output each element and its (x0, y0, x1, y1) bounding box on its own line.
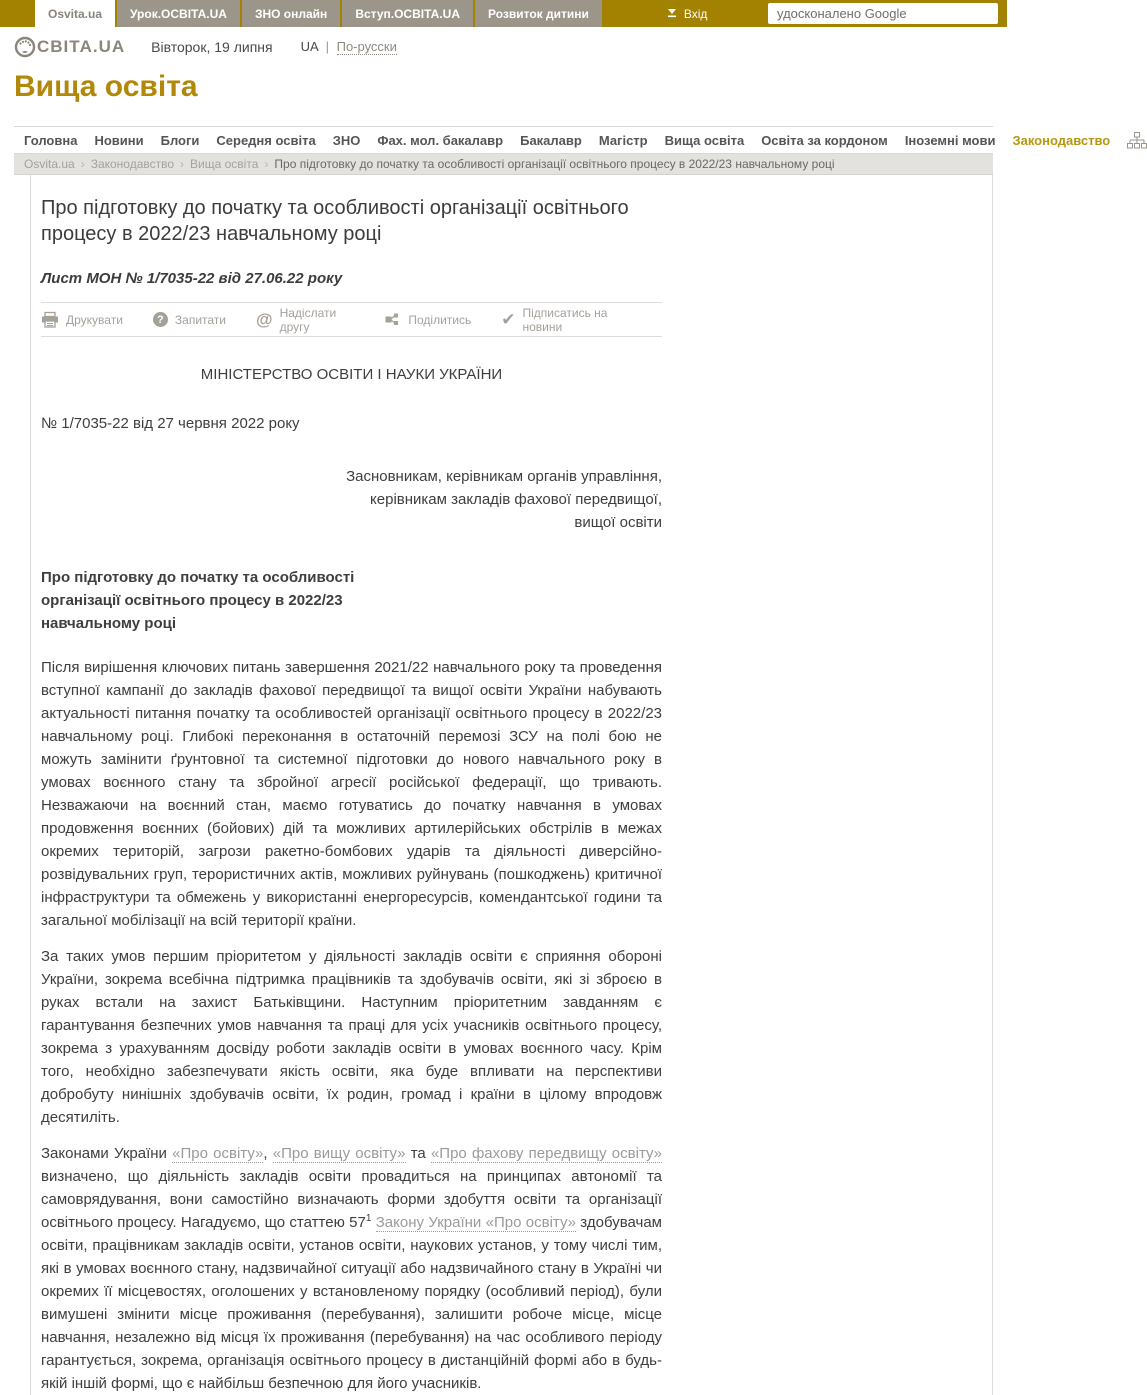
law-pro-osvitu-link[interactable]: «Про освіту» (172, 1145, 264, 1162)
article-subtitle: Лист МОН № 1/7035-22 від 27.06.22 року (41, 270, 343, 287)
lang-current: UA (300, 39, 318, 54)
nav-item-novyny[interactable]: Новини (94, 132, 144, 148)
breadcrumb-vyshcha-osvita[interactable]: Вища освіта (190, 157, 259, 171)
tab-vstup-osvita[interactable]: Вступ.ОСВІТА.UA (342, 0, 473, 27)
nav-item-mahistr[interactable]: Магістр (598, 132, 648, 148)
breadcrumb (14, 154, 993, 175)
share-button[interactable] (385, 313, 471, 327)
main-navigation (14, 126, 1111, 154)
nav-item-zno[interactable]: ЗНО (332, 132, 361, 148)
content-area (30, 175, 993, 1395)
print-button[interactable] (41, 312, 123, 328)
paragraph-3-text: , (263, 1145, 273, 1162)
tab-osvita-ua[interactable]: Osvita.ua (35, 0, 115, 27)
footnote-ref: 1 (365, 1213, 372, 1224)
site-header (0, 27, 1007, 66)
language-switcher (301, 39, 397, 54)
nav-item-serednia-osvita[interactable]: Середня освіта (216, 132, 316, 148)
article-title: Про підготовку до початку та особливості організації освітнього процесу в 2022/23 навчальному році (41, 197, 629, 245)
subscribe-label: Підписатись на новини (522, 305, 608, 334)
nav-item-osvita-za-kordonom[interactable]: Освіта за кордоном (761, 132, 888, 148)
nav-item-bakalavr[interactable]: Бакалавр (520, 132, 582, 148)
addressee-line: керівникам закладів фахової передвищої, (370, 491, 662, 508)
search-input[interactable] (768, 3, 998, 24)
sitemap-icon[interactable] (1127, 132, 1147, 149)
addressee-line: Засновникам, керівникам органів управління, (346, 468, 662, 485)
breadcrumb-zakonodavstvo[interactable]: Законодавство (90, 157, 175, 171)
tab-urok-osvita[interactable]: Урок.ОСВІТА.UA (117, 0, 240, 27)
subscribe-button[interactable] (501, 306, 632, 334)
lang-separator: | (325, 39, 329, 54)
check-icon: ✔ (501, 310, 516, 329)
paragraph-1: Після вирішення ключових питань завершення 2021/22 навчального року та проведення вступної кампанії до закладів фахової передвищої та вищої освіти України набувають актуальності питання початку та особливостей організації освітнього процесу в 2022/23 навчальному році. Глибокі переконання в остаточній перемозі ЗСУ на полі бою не можуть замінити ґрунтовної та системної підготовки до нового навчального року в умовах воєнного стану та збройної агресії російської федерації, що тривають. Незважаючи на воєнний стан, маємо готуватись до початку навчання в умовах продовження воєнних (бойових) дій та можливих артилерійських обстрілів в межах окремих територій, загрози ракетно-бомбових ударів та діяльності диверсійно-розвідувальних груп, терористичних актів, можливих руйнувань (пошкоджень) критичної інфраструктури та обмежень у використанні енергоресурсів, комендантської години та загальної мобілізації на всій території країни. (41, 659, 662, 929)
nav-item-fah-mol-bakalavr[interactable]: Фах. мол. бакалавр (377, 132, 504, 148)
site-logo[interactable] (14, 36, 125, 58)
page-title: Вища освіта (14, 70, 198, 103)
paragraph-3-text: визначено, що діяльність закладів освіти провадиться на принципах автономії та самоврядування, вони самостійно визначають форми здобуття освіти та організації освітнього процесу. Нагадуємо, що статтею 57 (41, 1168, 662, 1231)
printer-icon (41, 312, 59, 328)
nav-item-blohy[interactable]: Блоги (160, 132, 200, 148)
paragraph-3-text: здобувачам освіти, працівникам закладів освіти, установ освіти, наукових установ, у тому числі тим, які в умовах воєнного стану, надзвичайної ситуації або надзвичайного стану в Україні чи окремих її місцевостях, оголошених у встановленому порядку (особливий період), були вимушені змінити місце проживання (перебування), залишити робоче місце, місце навчання, незалежно від місця їх проживання (перебування) на час особливого періоду гарантується, зокрема, організація освітнього процесу в дистанційній формі або в будь-якій іншій формі, що є найбільш безпечною для його учасників. (41, 1214, 662, 1392)
paragraph-3 (41, 1142, 662, 1395)
breadcrumb-current: Про підготовку до початку та особливості організації освітнього процесу в 2022/23 навчальному році (274, 157, 835, 171)
document-subject: Про підготовку до початку та особливості організації освітнього процесу в 2022/23 навчальному році (41, 569, 355, 632)
law-article-57-link[interactable]: Закону України «Про освіту» (375, 1214, 576, 1231)
share-icon (385, 313, 401, 326)
logo-circle-icon (14, 36, 36, 58)
paragraph-2: За таких умов першим пріоритетом у діяльності закладів освіти є сприяння обороні України, зокрема всебічна підтримка працівників та здобувачів освіти, які зі зброєю в руках встали на захист Батьківщини. Наступним пріоритетним завданням є гарантування безпечних умов навчання та праці для усіх учасників освітнього процесу, зокрема з урахуванням досвіду роботи закладів освіти в умовах воєнного часу. Крім того, необхідно забезпечувати якість освіти, яка буде впливати на перспективи добробуту нинішніх здобувачів освіти, їх родин, громад і країни в цілому впродовж десятиліть. (41, 948, 662, 1126)
breadcrumb-home[interactable]: Osvita.ua (24, 157, 75, 171)
at-icon: @ (256, 310, 273, 329)
nav-item-holovna[interactable]: Головна (24, 132, 78, 148)
share-label: Поділитись (408, 312, 472, 327)
nav-item-inozemni-movy[interactable]: Іноземні мови (904, 132, 996, 148)
send-to-friend-label: Надіслати другу (279, 305, 337, 334)
top-bar (0, 0, 1007, 27)
addressee-line: вищої освіти (574, 514, 662, 531)
login-icon (666, 6, 678, 21)
ministry-heading: МІНІСТЕРСТВО ОСВІТИ І НАУКИ УКРАЇНИ (200, 366, 503, 383)
paragraph-3-text: та (405, 1145, 431, 1162)
law-pro-vyshchu-osvitu-link[interactable]: «Про вищу освіту» (272, 1145, 406, 1162)
nav-item-zakonodavstvo[interactable]: Законодавство (1012, 132, 1111, 148)
breadcrumb-separator: › (264, 157, 269, 171)
nav-item-vyshcha-osvita[interactable]: Вища освіта (664, 132, 745, 148)
print-label: Друкувати (66, 312, 123, 327)
tab-zno-online[interactable]: ЗНО онлайн (242, 0, 340, 27)
addressee-block (41, 465, 662, 534)
question-icon: ? (153, 312, 168, 327)
document-number: № 1/7035-22 від 27 червня 2022 року (41, 415, 300, 432)
ask-button[interactable] (153, 312, 226, 327)
send-to-friend-button[interactable] (256, 306, 355, 334)
lang-russian-link[interactable]: По-русски (336, 39, 397, 54)
article (41, 195, 662, 1395)
breadcrumb-separator: › (180, 157, 185, 171)
login-label: Вхід (683, 6, 708, 21)
tab-rozvytok-dytyny[interactable]: Розвиток дитини (475, 0, 602, 27)
article-actions (41, 302, 662, 337)
current-date: Вівторок, 19 липня (151, 38, 273, 55)
ask-label: Запитати (174, 312, 226, 327)
paragraph-3-text: Законами України (41, 1145, 173, 1162)
login-button[interactable] (666, 0, 708, 27)
law-pro-fahovu-peredvyshchu-osvitu-link[interactable]: «Про фахову передвищу освіту» (430, 1145, 662, 1162)
logo-text: СВІТА.UA (37, 36, 126, 56)
document-body (41, 363, 662, 1395)
breadcrumb-separator: › (80, 157, 85, 171)
